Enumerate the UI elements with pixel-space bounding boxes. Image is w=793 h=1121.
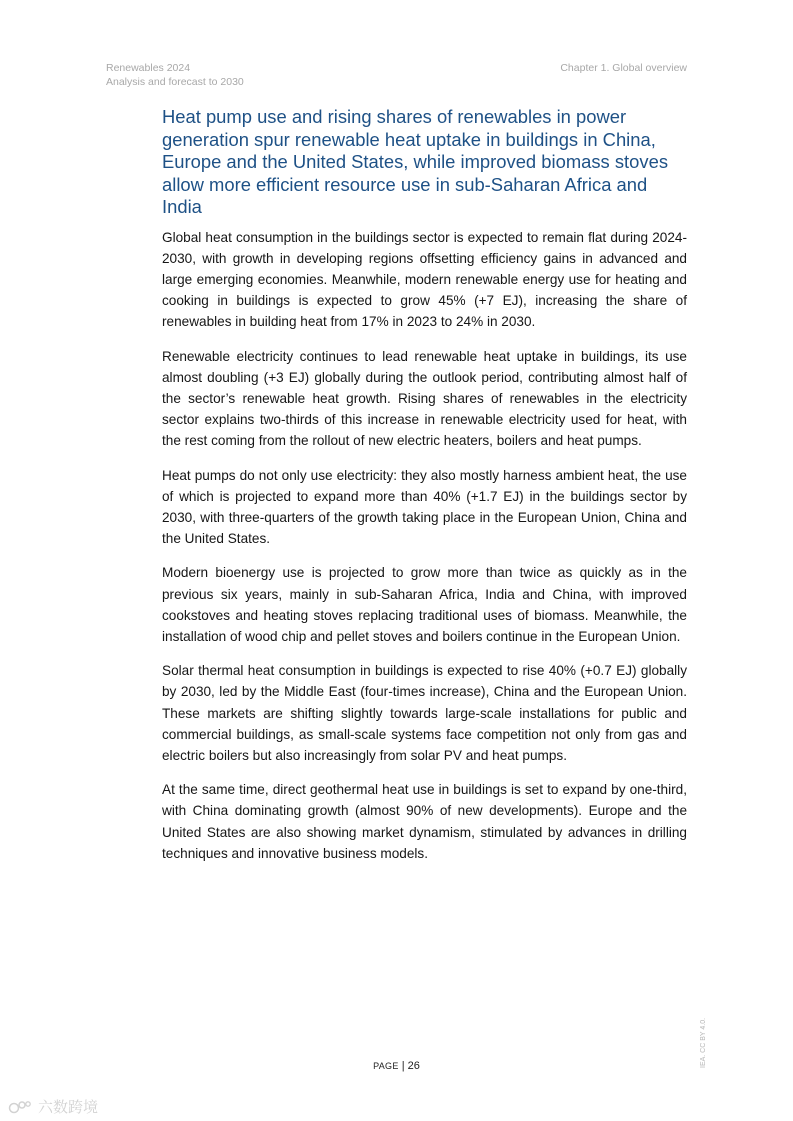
- paragraph-6: At the same time, direct geothermal heat use in buildings is set to expand by one-third, with China dominating growth (almost 90% of new developments). Europe and the United States are also showing market dynamism, stimulated by advances in drilling techniques and innovative business models.: [162, 782, 687, 861]
- chapter-title: Chapter 1. Global overview: [560, 62, 687, 74]
- paragraph-4: Modern bioenergy use is projected to grow more than twice as quickly as in the previous six years, mainly in sub-Saharan Africa, India and China, with improved cookstoves and heating stoves replacing traditional uses of biomass. Meanwhile, the installation of wood chip and pellet stoves and boilers continue in the European Union.: [162, 565, 687, 644]
- page-footer: [0, 1060, 793, 1072]
- page-label: PAGE: [373, 1061, 399, 1071]
- watermark-logo-icon: [8, 1099, 34, 1115]
- paragraph-3: Heat pumps do not only use electricity: they also mostly harness ambient heat, the use of which is projected to expand more than 40% (+1.7 EJ) in the buildings sector by 2030, with three-quarters of the growth taking place in the European Union, China and the United States.: [162, 467, 687, 547]
- paragraph-5: Solar thermal heat consumption in buildings is expected to rise 40% (+0.7 EJ) globally by 2030, led by the Middle East (four-times increase), China and the European Union. These markets are shifting slightly towards large-scale installations for public and commercial buildings, as small-scale systems face competition not only from gas and electric boilers but also increasingly from solar PV and heat pumps.: [162, 663, 687, 763]
- watermark-text: 六数跨境: [38, 1099, 99, 1116]
- page-number: 26: [407, 1060, 420, 1072]
- section-heading: Heat pump use and rising shares of renewables in power generation spur renewable heat uptake in buildings in China, Europe and the United States, while improved biomass stoves allow more efficient resource use in sub-Saharan Africa and India: [162, 106, 669, 217]
- paragraph-2: Renewable electricity continues to lead renewable heat uptake in buildings, its use almost doubling (+3 EJ) globally during the outlook period, contributing almost half of the sector’s renewable heat growth. Rising shares of renewables in the electricity sector explains two-thirds of this increase in renewable electricity used for heat, with the rest coming from the rollout of new electric heaters, boilers and heat pumps.: [162, 348, 687, 449]
- license-note: IEA. CC BY 4.0.: [700, 1017, 707, 1068]
- report-subtitle: Analysis and forecast to 2030: [106, 76, 244, 88]
- main-content: [162, 106, 687, 877]
- page-separator: |: [401, 1060, 405, 1072]
- paragraph-1: Global heat consumption in the buildings sector is expected to remain flat during 2024-2030, with growth in developing regions offsetting efficiency gains in advanced and large emerging economies. Meanwhile, modern renewable energy use for heating and cooking in buildings is expected to grow 45% (+7 EJ), increasing the share of renewables in building heat from 17% in 2023 to 24% in 2030.: [162, 229, 687, 330]
- report-title: Renewables 2024: [106, 62, 191, 74]
- watermark: [8, 1096, 98, 1117]
- header-report-info: [106, 61, 244, 89]
